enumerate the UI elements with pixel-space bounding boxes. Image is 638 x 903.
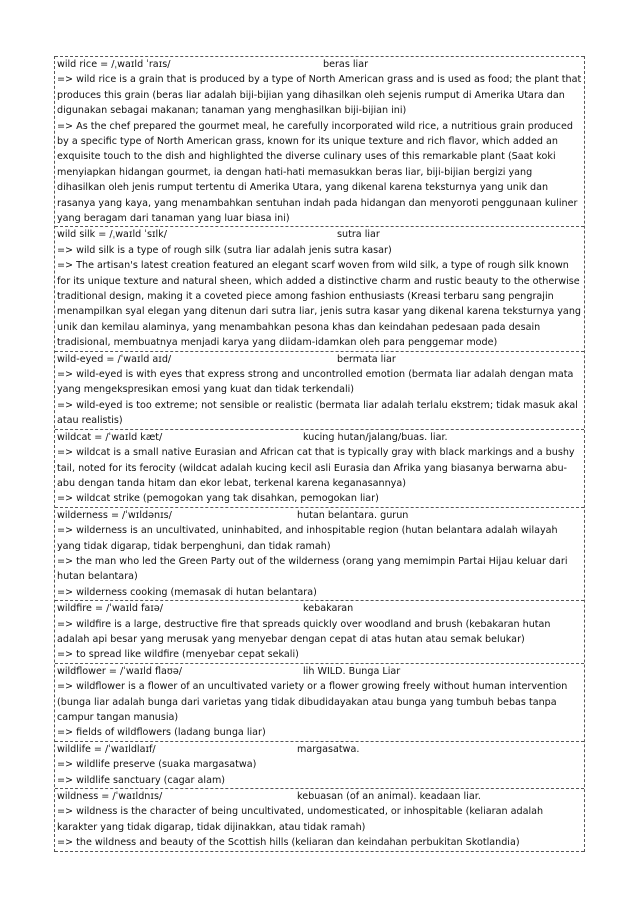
example-line: => wildlife preserve (suaka margasatwa) (57, 759, 257, 771)
entry-header (57, 742, 582, 757)
dictionary-document (54, 56, 585, 852)
entry-wildfire (55, 601, 584, 664)
example-line: => the man who led the Green Party out of the wilderness (orang yang memimpin Partai Hijau keluar dari hutan belantara) (57, 555, 568, 583)
entry-header (57, 601, 582, 616)
entry-header (57, 430, 582, 445)
definition-line: => wild-eyed is with eyes that express strong and uncontrolled emotion (bermata liar adalah dengan mata yang mengekspresikan emosi yang kuat dan tidak terkendali) (57, 369, 574, 396)
entry-header (57, 789, 582, 804)
definition-line: => wild-eyed is too extreme; not sensible or realistic (bermata liar adalah terlalu ekstrem; tidak masuk akal atau realistis) (57, 399, 578, 427)
headword: wildness = /ˈwaɪldnɪs/ (57, 790, 163, 802)
headword: wild-eyed = /ˈwaɪld aɪd/ (57, 353, 172, 365)
example-line: => fields of wildflowers (ladang bunga liar) (57, 727, 266, 739)
entry-header (57, 664, 582, 679)
translation: beras liar (323, 59, 369, 70)
translation: kebakaran (303, 603, 354, 615)
example-line: => wildlife sanctuary (cagar alam) (57, 774, 226, 786)
entry-wild-eyed (55, 352, 584, 430)
translation: kucing hutan/jalang/buas. liar. (303, 431, 448, 443)
entry-wildflower (55, 664, 584, 742)
example-line: => As the chef prepared the gourmet meal, he carefully incorporated wild rice, a nutritious grain produced by a specific type of North American grass, known for its unique texture and rich flavor, which added an exquisite touch to the dish and highlighted the diverse culinary uses of this remarkable plant (Saat koki menyiapkan hidangan gourmet, ia dengan hati-hati memasukkan beras liar, biji-bijian bergizi yang dihasilkan oleh jenis rumput tertentu di Amerika Utara, yang dikenal karena teksturnya yang unik dan rasanya yang kaya, yang menambahkan sentuhan indah pada hidangan dan menyoroti penggunaan kuliner yang beragam dari tanaman yang luar biasa ini) (57, 120, 578, 225)
translation: hutan belantara. gurun (297, 509, 409, 521)
example-line: => wildcat strike (pemogokan yang tak disahkan, pemogokan liar) (57, 493, 379, 505)
entry-wildlife (55, 742, 584, 789)
entry-wildness (55, 789, 584, 852)
headword: wild silk = /ˌwaɪld ˈsɪlk/ (57, 229, 167, 241)
entry-wild-rice (55, 56, 584, 227)
entry-header (57, 57, 582, 72)
example-line: => The artisan's latest creation featured an elegant scarf woven from wild silk, a type of rough silk known for its unique texture and natural sheen, which added a distinctive charm and rustic beauty to the otherwise traditional design, making it a coveted piece among fashion enthusiasts (Kreasi terbaru sang pengrajin menampilkan syal elegan yang ditenun dari sutra liar, jenis sutra kasar yang dikenal karena teksturnya yang unik dan kemilau alaminya, yang menambahkan pesona khas dan keindahan pedesaan pada desain tradisional, membuatnya menjadi karya yang diidam-idamkan oleh para penggemar mode) (57, 260, 581, 349)
definition-line: => wildness is the character of being uncultivated, undomesticated, or inhospitable (keliaran adalah karakter yang tidak digarap, tidak dijinakkan, atau tidak ramah) (57, 806, 544, 833)
translation: sutra liar (337, 229, 380, 241)
example-line: => the wildness and beauty of the Scottish hills (keliaran dan keindahan perbukitan Skotlandia) (57, 837, 520, 849)
entry-wilderness (55, 508, 584, 601)
translation: kebuasan (of an animal). keadaan liar. (297, 790, 481, 802)
headword: wildlife = /ˈwaɪldlaɪf/ (57, 743, 156, 755)
headword: wildfire = /ˈwaɪld faɪə/ (57, 603, 164, 615)
definition-line: => wild rice is a grain that is produced by a type of North American grass and is used as food; the plant that produces this grain (beras liar adalah biji-bijian yang dihasilkan oleh sejenis rumput di Amerika Utara dan digunakan sebagai makanan; tanaman yang menghasilkan biji-bijian ini) (57, 74, 582, 117)
headword: wildflower = /ˈwaɪld flaʊə/ (57, 665, 182, 677)
entry-wildcat (55, 430, 584, 508)
definition-line: => wildfire is a large, destructive fire that spreads quickly over woodland and brush (kebakaran hutan adalah api besar yang merusak yang menyebar dengan cepat di atas hutan atau semak belukar) (57, 618, 551, 645)
headword: wildcat = /ˈwaɪld kæt/ (57, 431, 163, 443)
entry-header (57, 227, 582, 242)
entry-wild-silk (55, 227, 584, 351)
headword: wild rice = /ˌwaɪld ˈraɪs/ (57, 59, 171, 70)
definition-line: => wildcat is a small native Eurasian and African cat that is typically gray with black markings and a bushy tail, noted for its ferocity (wildcat adalah kucing kecil asli Eurasia dan Afrika yang biasanya berwarna abu-abu dengan tanda hitam dan ekor lebat, terkenal karena keganasannya) (57, 447, 575, 489)
translation: margasatwa. (297, 743, 360, 755)
entry-header (57, 508, 582, 523)
headword: wilderness = /ˈwɪldənɪs/ (57, 509, 172, 521)
translation: lih WILD. Bunga Liar (303, 665, 401, 677)
entry-header (57, 352, 582, 367)
definition-line: => wild silk is a type of rough silk (sutra liar adalah jenis sutra kasar) (57, 244, 392, 256)
definition-line: => wilderness is an uncultivated, uninhabited, and inhospitable region (hutan belantara adalah wilayah yang tidak digarap, tidak berpenghuni, dan tidak ramah) (57, 525, 558, 552)
definition-line: => wildflower is a flower of an uncultivated variety or a flower growing freely without human intervention (bunga liar adalah bunga dari varietas yang tidak dibudidayakan atau bunga yang tumbuh bebas tanpa campur tangan manusia) (57, 681, 568, 723)
example-line: => wilderness cooking (memasak di hutan belantara) (57, 586, 317, 598)
translation: bermata liar (337, 353, 396, 365)
example-line: => to spread like wildfire (menyebar cepat sekali) (57, 649, 299, 661)
